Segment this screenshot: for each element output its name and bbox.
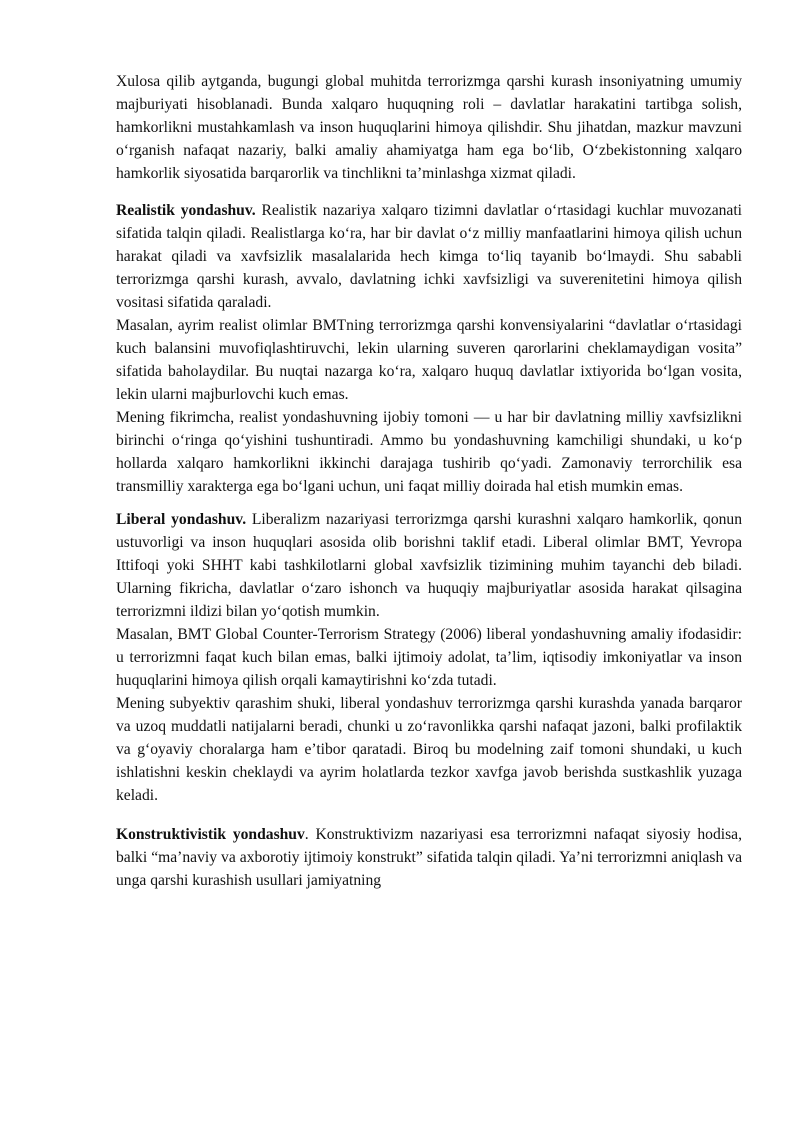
intro-paragraph: Xulosa qilib aytganda, bugungi global muhitda terrorizmga qarshi kurash insoniyatning umumiy majburiyati hisoblanadi. Bunda xalqaro huquqning roli – davlatlar harakatini tartibga solish, hamkorlikni mustahkamlash va inson huquqlarini himoya qilishdir. Shu jihatdan, mazkur mavzuni o‘rganish nafaqat nazariy, balki amaliy ahamiyatga ham ega bo‘lib, O‘zbekistonning xalqaro hamkorlik siyosatida barqarorlik va tinchlikni ta’minlashga xizmat qiladi. [116, 73, 742, 182]
liberal-heading: Liberal yondashuv. [116, 511, 247, 528]
liberal-paragraph-2: Masalan, BMT Global Counter-Terrorism Strategy (2006) liberal yondashuvning amaliy ifodasidir: u terrorizmni faqat kuch bilan emas, balki ijtimoiy adolat, ta’lim, iqtisodiy imkoniyatlar va inson huquqlarini himoya qilish orqali kamaytirishni ko‘zda tutadi. [116, 626, 742, 689]
realist-paragraph-2: Masalan, ayrim realist olimlar BMTning terrorizmga qarshi konvensiyalarini “davlatlar o‘rtasidagi kuch balansini muvofiqlashtiruvchi, lekin ularning suveren qarorlarini cheklamaydigan vosita” sifatida baholaydilar. Bu nuqtai nazarga ko‘ra, xalqaro huquq davlatlar ixtiyorida bo‘lgan vosita, lekin ularni majburlovchi kuch emas. [116, 317, 742, 403]
realist-paragraph-1 [116, 199, 742, 314]
realist-paragraph-3: Mening fikrimcha, realist yondashuvning ijobiy tomoni — u har bir davlatning milliy xavfsizlikni birinchi o‘ringa qo‘yishini tushuntiradi. Ammo bu yondashuvning kamchiligi shundaki, u ko‘p hollarda xalqaro hamkorlikni ikkinchi darajaga tushirib qo‘yadi. Zamonaviy terrorchilik esa transmilliy xarakterga ega bo‘lgani uchun, uni faqat milliy doirada hal etish mumkin emas. [116, 409, 742, 495]
constructivist-paragraph-1 [116, 823, 742, 892]
constructivist-text-1: . Konstruktivizm nazariyasi esa terrorizmni nafaqat siyosiy hodisa, balki “ma’naviy va axborotiy ijtimoiy konstrukt” sifatida talqin qiladi. Ya’ni terrorizmni aniqlash va unga qarshi kurashish usullari jamiyatning [116, 826, 742, 889]
constructivist-heading: Konstruktivistik yondashuv [116, 826, 305, 843]
liberal-paragraph-1 [116, 508, 742, 623]
liberal-paragraph-3: Mening subyektiv qarashim shuki, liberal yondashuv terrorizmga qarshi kurashda yanada barqaror va uzoq muddatli natijalarni beradi, chunki u zo‘ravonlikka qarshi nafaqat jazoni, balki profilaktik va g‘oyaviy choralarga ham e’tibor qaratadi. Biroq bu modelning zaif tomoni shundaki, u kuch ishlatishni keskin cheklaydi va ayrim holatlarda tezkor xavfga javob berishda sustkashlik yuzaga keladi. [116, 695, 742, 804]
realist-text-1: Realistik nazariya xalqaro tizimni davlatlar o‘rtasidagi kuchlar muvozanati sifatida talqin qiladi. Realistlarga ko‘ra, har bir davlat o‘z milliy manfaatlarini himoya qilish uchun harakat qiladi va xavfsizlik masalalarida hech kimga to‘liq tayanib bo‘lmaydi. Shu sababli terrorizmga qarshi kurash, avvalo, davlatning ichki xavfsizligi va suverenitetini himoya qilish vositasi sifatida qaraladi. [116, 202, 742, 311]
liberal-text-1: Liberalizm nazariyasi terrorizmga qarshi kurashni xalqaro hamkorlik, qonun ustuvorligi va inson huquqlari asosida olib borishni taklif etadi. Liberal olimlar BMT, Yevropa Ittifoqi yoki SHHT kabi tashkilotlarni global xavfsizlik tizimining muhim tayanchi deb biladi. Ularning fikricha, davlatlar o‘zaro ishonch va huquqiy majburiyatlar asosida harakat qilsagina terrorizmni ildizi bilan yo‘qotish mumkin. [116, 511, 743, 620]
document-page [116, 70, 742, 892]
realist-heading: Realistik yondashuv. [116, 202, 256, 219]
